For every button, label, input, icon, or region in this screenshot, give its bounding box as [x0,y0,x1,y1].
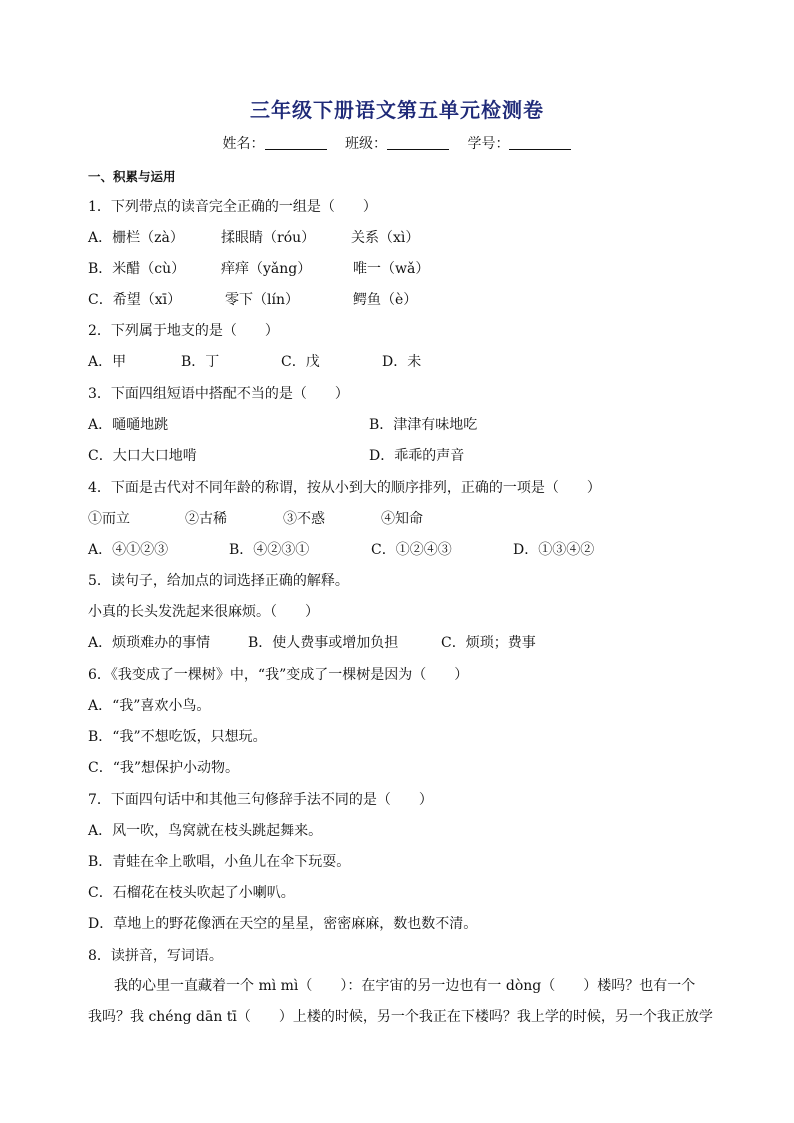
class-label: 班级： [345,136,387,152]
q8-passage-line-2: 我吗？我 chéng dān tī（ ）上楼的时候，另一个我正在下楼吗？我上学的时候，另一个我正放学 [88,1009,713,1025]
q2-option-a: A．甲 [88,354,127,370]
q1-option-c-2: 零下（lín） [225,292,299,308]
q3-option-d: D．乖乖的声音 [369,448,465,464]
q4-item-3: ③不惑 [283,511,325,527]
question-5-sentence: 小真的长头发洗起来很麻烦。（ ） [88,604,319,620]
q4-option-a: A．④①②③ [88,542,169,558]
q2-option-c: C．戊 [281,354,320,370]
question-5-stem: 5．读句子，给加点的词选择正确的解释。 [88,573,349,589]
q6-option-a: A．“我”喜欢小鸟。 [88,698,211,714]
student-id-label: 学号： [467,136,510,152]
q1-option-a-1: A．栅栏（zà） [88,230,184,246]
question-8-passage [88,971,713,1033]
q4-option-d: D．①③④② [513,542,595,558]
question-8-stem: 8．读拼音，写词语。 [88,948,223,964]
q7-option-d: D．草地上的野花像洒在天空的星星，密密麻麻，数也数不清。 [88,916,478,932]
q3-option-c: C．大口大口地啃 [88,448,197,464]
student-info-row [0,133,794,153]
q1-option-b-3: 唯一（wǎ） [353,261,430,277]
name-label: 姓名： [222,136,265,152]
q4-item-1: ①而立 [88,511,130,527]
q2-option-d: D．未 [382,354,422,370]
q3-option-a: A．嗵嗵地跳 [88,417,169,433]
q1-option-c-1: C．希望（xī） [88,292,182,308]
class-blank[interactable] [387,136,449,150]
q6-option-b: B．“我”不想吃饭，只想玩。 [88,729,267,745]
q1-option-a-3: 关系（xì） [351,230,420,246]
question-4-stem: 4．下面是古代对不同年龄的称谓，按从小到大的顺序排列，正确的一项是（ ） [88,480,601,496]
q2-option-b: B．丁 [181,354,220,370]
question-1-stem: 1．下列带点的读音完全正确的一组是（ ） [88,199,377,215]
q5-option-c: C．烦琐；费事 [441,635,536,651]
question-6-stem: 6．《我变成了一棵树》中，“我”变成了一棵树是因为（ ） [88,667,469,683]
q7-option-c: C．石榴花在枝头吹起了小喇叭。 [88,885,295,901]
q6-option-c: C．“我”想保护小动物。 [88,760,240,776]
page-title: 三年级下册语文第五单元检测卷 [250,98,544,122]
q1-option-b-2: 痒痒（yǎng） [221,261,312,277]
question-2-stem: 2．下列属于地支的是（ ） [88,323,279,339]
q1-option-a-2: 揉眼睛（róu） [221,230,316,246]
q1-option-b-1: B．米醋（cù） [88,261,186,277]
q4-item-4: ④知命 [381,511,423,527]
q7-option-a: A．风一吹，鸟窝就在枝头跳起舞来。 [88,823,323,839]
q3-option-b: B．津津有味地吃 [369,417,478,433]
q5-option-a: A．烦琐难办的事情 [88,635,211,651]
name-blank[interactable] [265,136,327,150]
student-id-blank[interactable] [509,136,571,150]
question-7-stem: 7．下面四句话中和其他三句修辞手法不同的是（ ） [88,792,433,808]
question-3-stem: 3．下面四组短语中搭配不当的是（ ） [88,386,349,402]
section-title: 一、积累与运用 [88,169,176,184]
q8-passage-line-1: 我的心里一直藏着一个 mì mì（ ）：在宇宙的另一边也有一 dòng（ ）楼吗？也有一个 [114,978,696,994]
q4-item-2: ②古稀 [185,511,227,527]
q5-option-b: B．使人费事或增加负担 [248,635,399,651]
q1-option-c-3: 鳄鱼（è） [353,292,418,308]
q7-option-b: B．青蛙在伞上歌唱，小鱼儿在伞下玩耍。 [88,854,351,870]
q4-option-c: C．①②④③ [371,542,452,558]
q4-option-b: B．④②③① [229,542,310,558]
